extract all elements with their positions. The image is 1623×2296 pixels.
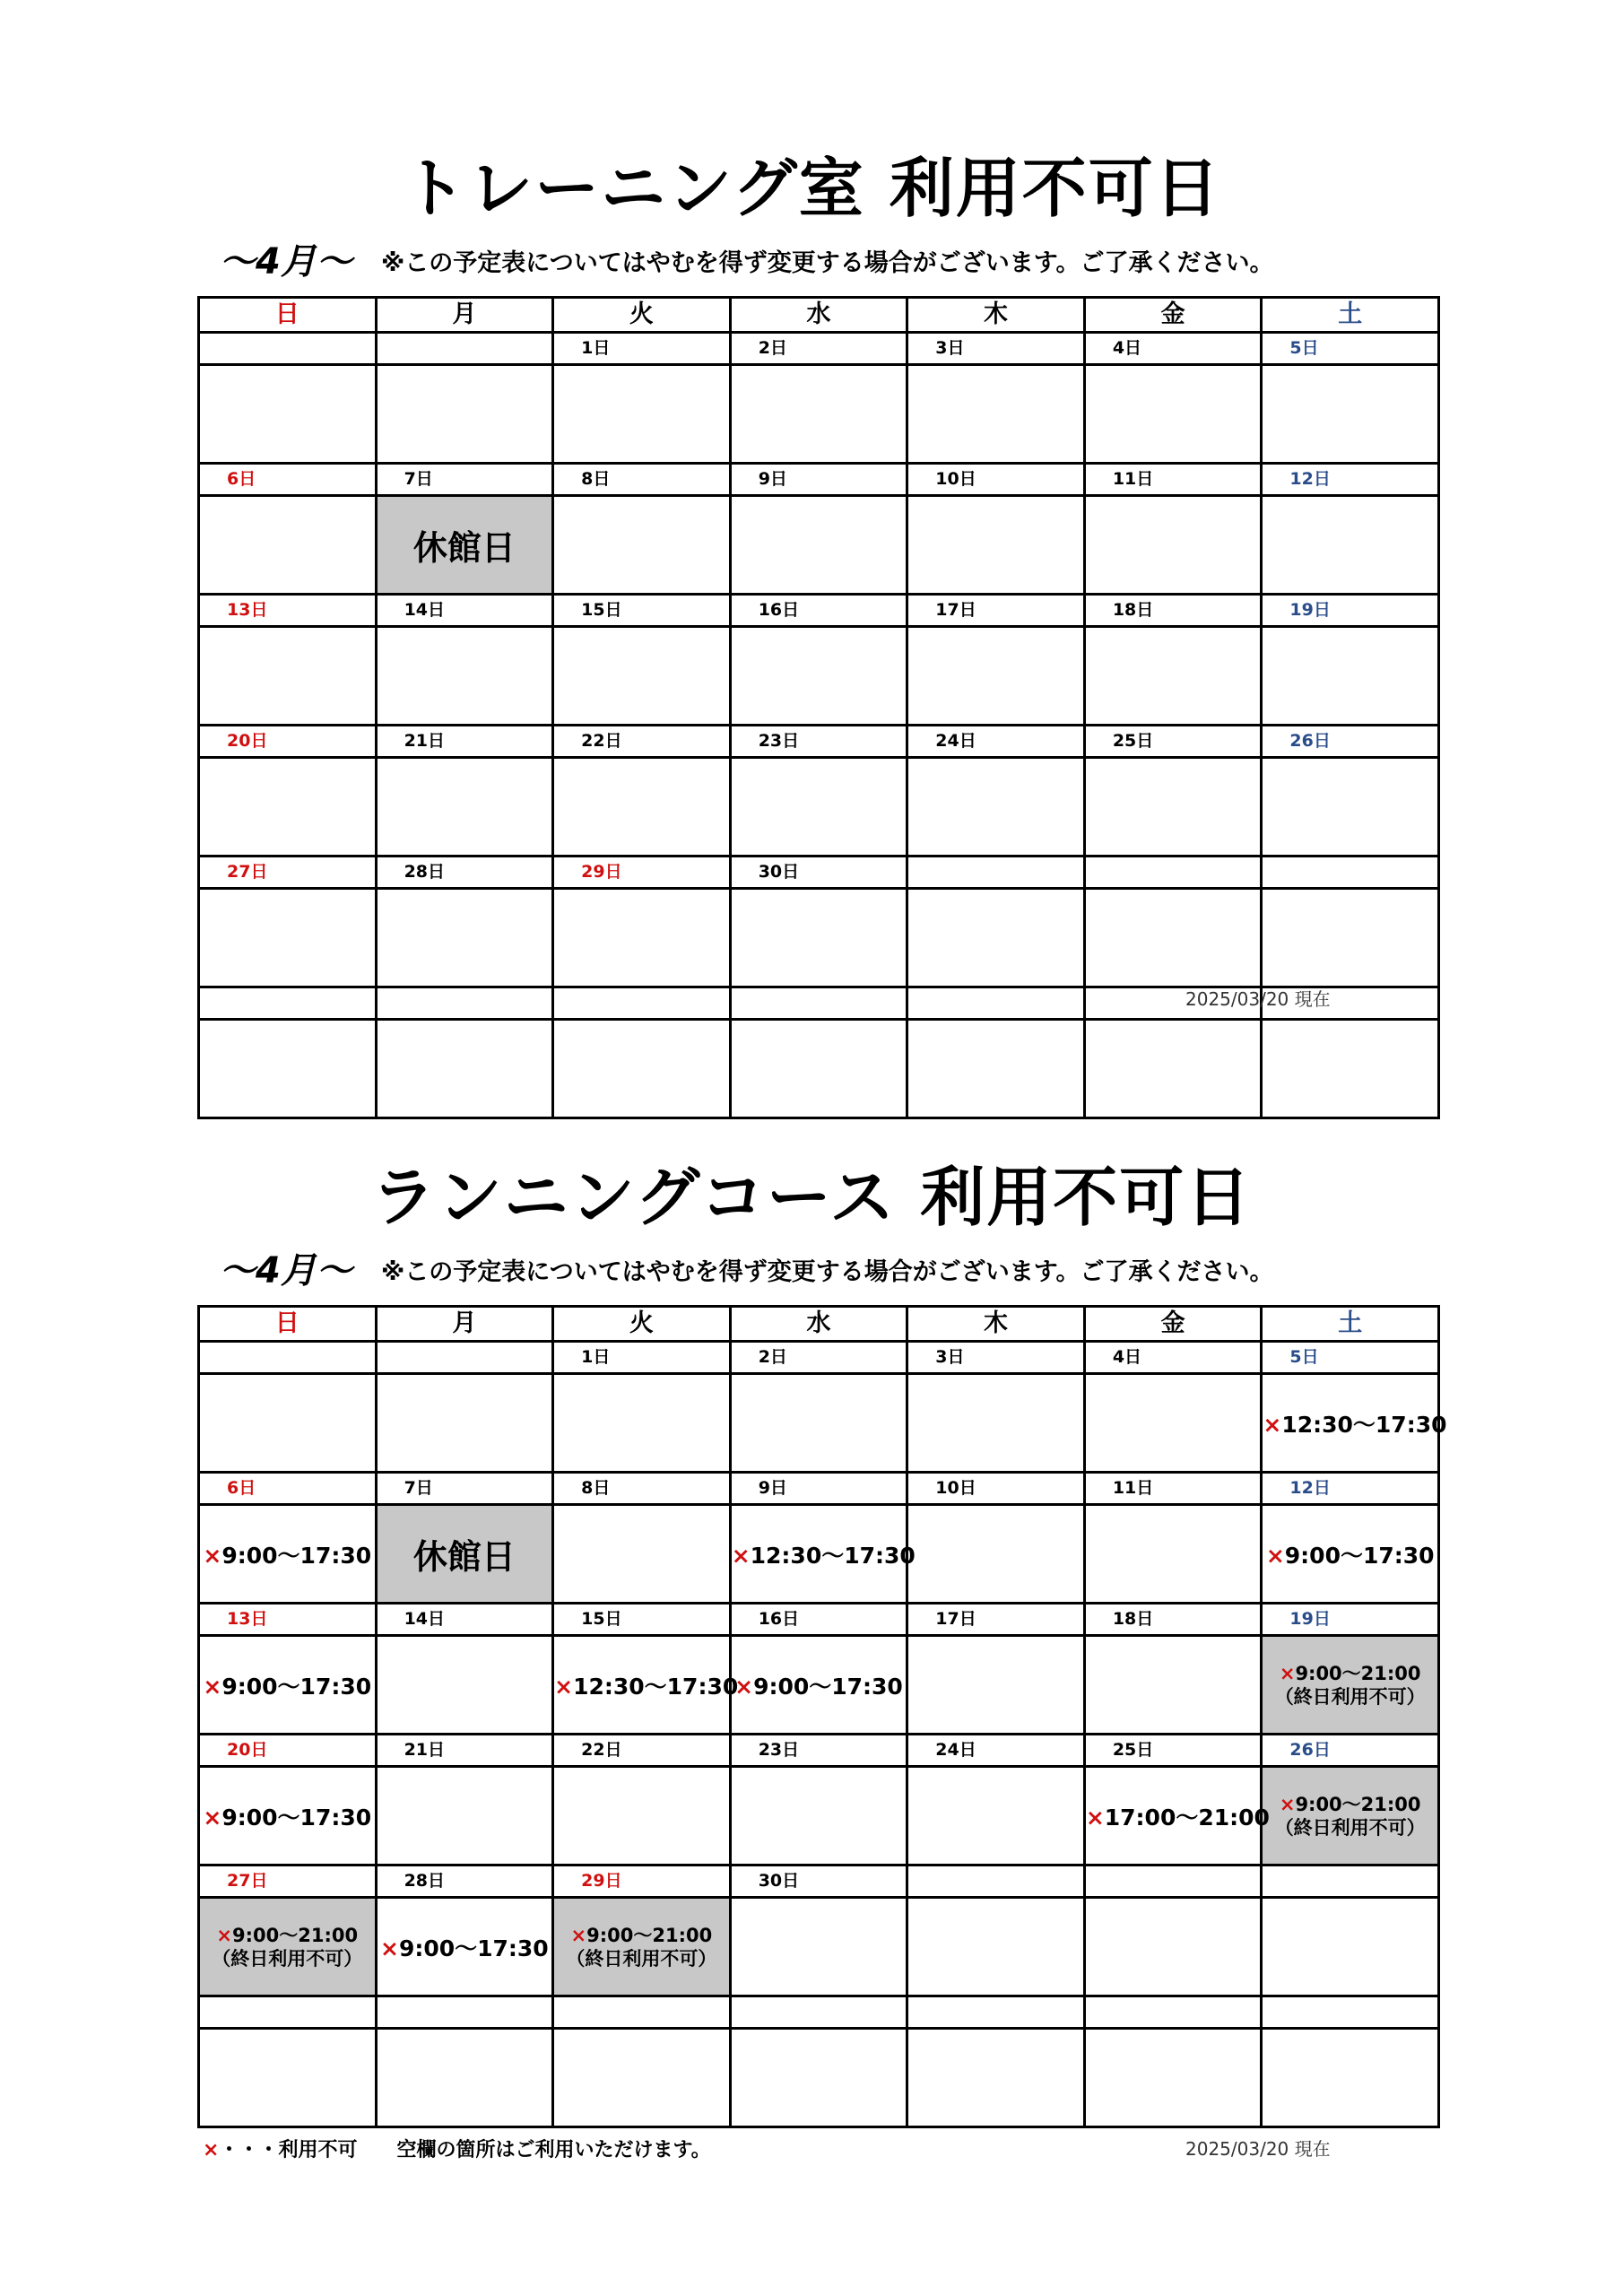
date-cell <box>553 726 731 758</box>
day-number: 7日 <box>404 469 433 489</box>
day-number: 18日 <box>1112 600 1154 620</box>
day-number: 28日 <box>404 1871 446 1891</box>
date-cell <box>553 464 731 496</box>
date-cell <box>1084 1996 1262 2029</box>
day-cell <box>730 627 907 726</box>
weekday-mon: 月 <box>376 1307 553 1342</box>
day-cell <box>1262 1636 1439 1735</box>
day-number: 4日 <box>1112 338 1142 358</box>
day-cell <box>907 2029 1085 2127</box>
day-cell <box>1262 2029 1439 2127</box>
unavailable-time: ×9:00～17:30 <box>734 1673 903 1700</box>
calendar-title: トレーニング室 利用不可日 <box>402 151 1221 226</box>
day-cell <box>907 758 1085 857</box>
weekday-tue: 火 <box>553 1307 731 1342</box>
day-number: 23日 <box>758 1740 800 1760</box>
date-cell <box>1262 1604 1439 1636</box>
weekday-fri: 金 <box>1084 298 1262 333</box>
date-cell <box>553 1473 731 1505</box>
day-cell <box>553 496 731 595</box>
date-cell <box>199 726 377 758</box>
day-number: 10日 <box>935 1478 976 1498</box>
as-of-date: 2025/03/20 現在 <box>1185 988 1331 1010</box>
date-cell <box>730 1473 907 1505</box>
day-number: 2日 <box>758 338 787 358</box>
day-number: 30日 <box>758 1871 800 1891</box>
date-cell <box>553 1604 731 1636</box>
date-cell <box>199 464 377 496</box>
day-number: 29日 <box>581 1871 622 1891</box>
day-number: 9日 <box>758 469 787 489</box>
day-number: 1日 <box>581 338 611 358</box>
date-cell <box>199 1473 377 1505</box>
day-cell <box>907 889 1085 987</box>
day-cell <box>376 1636 553 1735</box>
date-cell <box>730 726 907 758</box>
day-cell <box>199 1767 377 1866</box>
date-cell <box>376 1473 553 1505</box>
weekday-fri: 金 <box>1084 1307 1262 1342</box>
day-number: 18日 <box>1112 1609 1154 1629</box>
day-cell <box>730 1020 907 1118</box>
day-number: 22日 <box>581 1740 622 1760</box>
day-cell <box>376 889 553 987</box>
entry-row <box>199 1767 1439 1866</box>
entry-row <box>199 496 1439 595</box>
date-cell <box>1084 726 1262 758</box>
entry-row <box>199 758 1439 857</box>
calendar-table <box>197 1305 1447 2128</box>
day-cell <box>199 1374 377 1473</box>
full-day-unavailable: ×9:00～21:00 （終日利用不可） <box>566 1924 717 1970</box>
date-cell <box>907 1866 1085 1898</box>
entry-row <box>199 627 1439 726</box>
day-cell <box>553 1767 731 1866</box>
unavailable-time: ×17:00～21:00 <box>1085 1804 1270 1831</box>
date-cell <box>907 1735 1085 1767</box>
entry-row <box>199 365 1439 464</box>
entry-row <box>199 2029 1439 2127</box>
day-number: 10日 <box>935 469 976 489</box>
date-cell <box>730 464 907 496</box>
full-day-unavailable: ×9:00～21:00 （終日利用不可） <box>212 1924 363 1970</box>
day-cell <box>199 365 377 464</box>
date-cell <box>199 333 377 365</box>
legend-text: ・・・利用不可 空欄の箇所はご利用いただけます。 <box>219 2139 711 2161</box>
date-cell <box>553 987 731 1020</box>
day-cell <box>1262 1505 1439 1604</box>
day-number: 8日 <box>581 469 611 489</box>
date-cell <box>907 987 1085 1020</box>
day-cell <box>1262 1020 1439 1118</box>
unavailable-time: ×12:30～17:30 <box>554 1673 739 1700</box>
unavailable-time: ×9:00～17:30 <box>203 1804 372 1831</box>
entry-row <box>199 1505 1439 1604</box>
day-cell <box>553 365 731 464</box>
date-cell <box>376 464 553 496</box>
day-cell <box>1084 627 1262 726</box>
day-cell <box>1084 1898 1262 1996</box>
day-number: 1日 <box>581 1347 611 1367</box>
full-day-unavailable: ×9:00～21:00 （終日利用不可） <box>1274 1793 1426 1839</box>
day-number: 12日 <box>1289 469 1331 489</box>
date-cell <box>1262 1866 1439 1898</box>
date-cell <box>1084 464 1262 496</box>
day-cell <box>1262 627 1439 726</box>
month-label: ～4月～ <box>220 241 352 283</box>
change-notice: ※この予定表についてはやむを得ず変更する場合がございます。ご了承ください。 <box>381 249 1274 277</box>
day-number: 11日 <box>1112 1478 1154 1498</box>
day-cell <box>730 1505 916 1604</box>
day-cell <box>1084 365 1262 464</box>
day-number: 30日 <box>758 862 800 882</box>
date-cell <box>199 857 377 889</box>
date-cell <box>553 1866 731 1898</box>
unavailable-time: ×12:30～17:30 <box>1263 1411 1447 1438</box>
date-cell <box>1084 1866 1262 1898</box>
day-number: 5日 <box>1289 1347 1319 1367</box>
day-cell <box>1084 496 1262 595</box>
day-number: 26日 <box>1289 731 1331 751</box>
day-number: 16日 <box>758 1609 800 1629</box>
date-row <box>199 464 1439 496</box>
day-cell <box>907 1898 1085 1996</box>
day-number: 20日 <box>227 1740 268 1760</box>
date-row <box>199 857 1439 889</box>
date-cell <box>553 1996 731 2029</box>
date-cell <box>1262 333 1439 365</box>
day-cell <box>1262 758 1439 857</box>
day-number: 25日 <box>1112 1740 1154 1760</box>
date-cell <box>730 1342 907 1374</box>
day-cell <box>199 1505 377 1604</box>
date-cell <box>907 333 1085 365</box>
entry-row <box>199 889 1439 987</box>
as-of-date: 2025/03/20 現在 <box>1185 2138 1331 2160</box>
date-cell <box>730 1996 907 2029</box>
day-number: 21日 <box>404 731 446 751</box>
day-number: 26日 <box>1289 1740 1331 1760</box>
day-cell <box>1262 496 1439 595</box>
day-number: 27日 <box>227 862 268 882</box>
day-cell <box>199 1898 377 1996</box>
day-cell <box>199 496 377 595</box>
day-cell <box>376 758 553 857</box>
weekday-sat: 土 <box>1262 298 1439 333</box>
day-cell <box>907 1636 1085 1735</box>
day-cell <box>1084 758 1262 857</box>
day-cell <box>199 627 377 726</box>
day-number: 23日 <box>758 731 800 751</box>
date-cell <box>907 726 1085 758</box>
date-cell <box>907 1473 1085 1505</box>
day-cell <box>199 758 377 857</box>
date-cell <box>376 1342 553 1374</box>
weekday-thu: 木 <box>907 298 1085 333</box>
day-number: 17日 <box>935 600 976 620</box>
day-cell <box>376 1374 553 1473</box>
day-cell <box>376 1767 553 1866</box>
day-number: 6日 <box>227 1478 256 1498</box>
day-cell <box>730 365 907 464</box>
day-cell <box>553 1636 739 1735</box>
day-cell <box>376 1505 553 1604</box>
date-cell <box>199 1866 377 1898</box>
weekday-header-row <box>199 1307 1439 1342</box>
date-row <box>199 1996 1439 2029</box>
date-cell <box>199 1996 377 2029</box>
date-cell <box>907 1604 1085 1636</box>
day-cell <box>1084 1020 1262 1118</box>
date-cell <box>730 595 907 627</box>
date-cell <box>1084 595 1262 627</box>
unavailable-time: ×9:00～17:30 <box>379 1935 549 1961</box>
unavailable-time: ×9:00～17:30 <box>1265 1542 1435 1569</box>
day-cell <box>907 1505 1085 1604</box>
date-cell <box>1262 1996 1439 2029</box>
day-cell <box>1084 1374 1262 1473</box>
day-cell <box>199 1636 377 1735</box>
date-cell <box>553 1342 731 1374</box>
date-cell <box>199 595 377 627</box>
day-cell <box>376 627 553 726</box>
weekday-wed: 水 <box>730 1307 907 1342</box>
day-number: 9日 <box>758 1478 787 1498</box>
day-number: 25日 <box>1112 731 1154 751</box>
day-cell <box>1084 2029 1262 2127</box>
date-cell <box>199 1604 377 1636</box>
day-cell <box>199 1020 377 1118</box>
day-number: 17日 <box>935 1609 976 1629</box>
date-cell <box>1262 464 1439 496</box>
day-cell <box>1262 1374 1447 1473</box>
day-cell <box>730 1374 907 1473</box>
weekday-mon: 月 <box>376 298 553 333</box>
day-cell <box>1084 1636 1262 1735</box>
entry-row <box>199 1374 1439 1473</box>
date-cell <box>1084 1473 1262 1505</box>
change-notice: ※この予定表についてはやむを得ず変更する場合がございます。ご了承ください。 <box>381 1258 1274 1286</box>
date-cell <box>376 595 553 627</box>
date-cell <box>553 1735 731 1767</box>
day-cell <box>553 1898 731 1996</box>
weekday-tue: 火 <box>553 298 731 333</box>
date-cell <box>376 1604 553 1636</box>
date-cell <box>1084 1604 1262 1636</box>
closed-day-label: 休館日 <box>412 528 516 568</box>
date-cell <box>907 1996 1085 2029</box>
entry-row <box>199 1636 1439 1735</box>
date-cell <box>907 1342 1085 1374</box>
day-cell <box>907 627 1085 726</box>
weekday-header-row <box>199 298 1439 333</box>
date-cell <box>730 857 907 889</box>
date-row <box>199 1866 1439 1898</box>
unavailable-time: ×12:30～17:30 <box>731 1542 916 1569</box>
day-cell <box>199 2029 377 2127</box>
day-number: 5日 <box>1289 338 1319 358</box>
closed-day-label: 休館日 <box>412 1537 516 1577</box>
day-cell <box>553 1374 731 1473</box>
day-number: 21日 <box>404 1740 446 1760</box>
date-cell <box>553 857 731 889</box>
weekday-sat: 土 <box>1262 1307 1439 1342</box>
day-number: 22日 <box>581 731 622 751</box>
entry-row <box>199 1020 1439 1118</box>
legend <box>203 2138 711 2163</box>
day-number: 8日 <box>581 1478 611 1498</box>
date-cell <box>1262 726 1439 758</box>
day-number: 12日 <box>1289 1478 1331 1498</box>
date-cell <box>376 1996 553 2029</box>
day-number: 3日 <box>935 1347 965 1367</box>
date-cell <box>1084 333 1262 365</box>
day-cell <box>1262 1767 1439 1866</box>
date-row <box>199 1735 1439 1767</box>
date-cell <box>376 726 553 758</box>
date-cell <box>730 987 907 1020</box>
weekday-thu: 木 <box>907 1307 1085 1342</box>
day-number: 19日 <box>1289 1609 1331 1629</box>
day-number: 13日 <box>227 1609 268 1629</box>
day-cell <box>1084 1505 1262 1604</box>
day-cell <box>553 1020 731 1118</box>
weekday-sun: 日 <box>199 298 377 333</box>
date-cell <box>376 333 553 365</box>
date-cell <box>1262 857 1439 889</box>
date-cell <box>1262 595 1439 627</box>
date-row <box>199 333 1439 365</box>
day-cell <box>1262 1898 1439 1996</box>
day-cell <box>1084 1767 1270 1866</box>
date-cell <box>553 595 731 627</box>
date-cell <box>1262 1342 1439 1374</box>
day-number: 29日 <box>581 862 622 882</box>
weekday-sun: 日 <box>199 1307 377 1342</box>
date-cell <box>730 1735 907 1767</box>
day-cell <box>730 758 907 857</box>
date-cell <box>376 1866 553 1898</box>
day-number: 14日 <box>404 600 446 620</box>
day-number: 24日 <box>935 1740 976 1760</box>
day-number: 16日 <box>758 600 800 620</box>
date-cell <box>1084 857 1262 889</box>
date-cell <box>376 1735 553 1767</box>
day-cell <box>907 365 1085 464</box>
day-cell <box>730 496 907 595</box>
day-cell <box>907 496 1085 595</box>
day-number: 20日 <box>227 731 268 751</box>
unavailable-time: ×9:00～17:30 <box>203 1673 372 1700</box>
day-cell <box>1262 889 1439 987</box>
date-cell <box>730 1604 907 1636</box>
day-cell <box>553 2029 731 2127</box>
day-number: 27日 <box>227 1871 268 1891</box>
day-cell <box>907 1767 1085 1866</box>
day-cell <box>730 1898 907 1996</box>
date-cell <box>907 464 1085 496</box>
day-cell <box>730 1636 907 1735</box>
date-cell <box>376 857 553 889</box>
day-cell <box>553 758 731 857</box>
day-cell <box>730 2029 907 2127</box>
day-number: 14日 <box>404 1609 446 1629</box>
legend-unavailable-mark: × <box>203 2139 220 2161</box>
day-number: 7日 <box>404 1478 433 1498</box>
day-number: 13日 <box>227 600 268 620</box>
date-cell <box>907 857 1085 889</box>
day-cell <box>376 365 553 464</box>
day-cell <box>376 2029 553 2127</box>
day-cell <box>376 1898 553 1996</box>
date-cell <box>199 987 377 1020</box>
date-row <box>199 1342 1439 1374</box>
day-cell <box>730 889 907 987</box>
day-cell <box>199 889 377 987</box>
date-cell <box>199 1735 377 1767</box>
day-cell <box>553 889 731 987</box>
date-cell <box>376 987 553 1020</box>
day-number: 28日 <box>404 862 446 882</box>
date-row <box>199 1604 1439 1636</box>
day-number: 15日 <box>581 1609 622 1629</box>
date-row <box>199 1473 1439 1505</box>
day-cell <box>1262 365 1439 464</box>
day-number: 4日 <box>1112 1347 1142 1367</box>
day-number: 15日 <box>581 600 622 620</box>
day-number: 2日 <box>758 1347 787 1367</box>
date-cell <box>730 1866 907 1898</box>
date-cell <box>907 595 1085 627</box>
date-row <box>199 726 1439 758</box>
day-number: 6日 <box>227 469 256 489</box>
day-number: 19日 <box>1289 600 1331 620</box>
day-cell <box>907 1020 1085 1118</box>
date-cell <box>730 333 907 365</box>
day-cell <box>553 627 731 726</box>
date-cell <box>1084 1342 1262 1374</box>
day-cell <box>907 1374 1085 1473</box>
day-number: 3日 <box>935 338 965 358</box>
day-cell <box>376 496 553 595</box>
month-label: ～4月～ <box>220 1250 352 1292</box>
day-cell <box>376 1020 553 1118</box>
weekday-wed: 水 <box>730 298 907 333</box>
full-day-unavailable: ×9:00～21:00 （終日利用不可） <box>1274 1662 1426 1708</box>
day-cell <box>730 1767 907 1866</box>
entry-row <box>199 1898 1439 1996</box>
calendar-title: ランニングコース 利用不可日 <box>370 1160 1253 1235</box>
date-cell <box>1262 1473 1439 1505</box>
date-cell <box>1084 1735 1262 1767</box>
date-cell <box>553 333 731 365</box>
day-cell <box>553 1505 731 1604</box>
day-cell <box>1084 889 1262 987</box>
date-cell <box>199 1342 377 1374</box>
unavailable-time: ×9:00～17:30 <box>203 1542 372 1569</box>
date-row <box>199 595 1439 627</box>
date-cell <box>1262 1735 1439 1767</box>
day-number: 24日 <box>935 731 976 751</box>
day-number: 11日 <box>1112 469 1154 489</box>
